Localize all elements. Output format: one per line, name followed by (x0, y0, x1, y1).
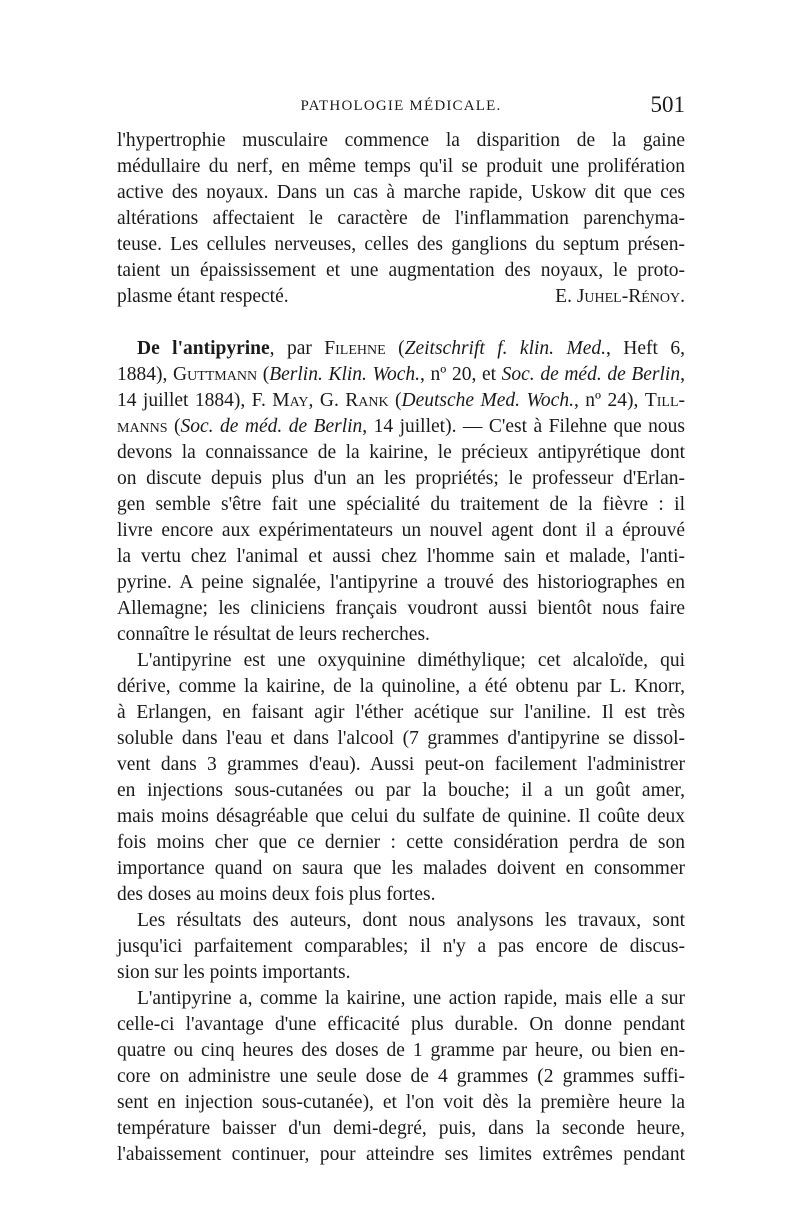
author-name: Rank (345, 390, 389, 411)
author-name: manns (117, 416, 168, 437)
text-line: taient un épaississement et une augmentation des noyaux, le proto- (117, 260, 685, 281)
journal-name: Zeitschrift f. klin. Med. (404, 338, 606, 359)
text-line: quatre ou cinq heures des doses de 1 gramme par heure, ou bien en- (117, 1040, 685, 1061)
text-line: pyrine. A peine signalée, l'antipyrine a trouvé des historiographes en (117, 572, 685, 593)
text-line: à Erlangen, en faisant agir l'éther acétique sur l'aniline. Il est très (117, 702, 685, 723)
text-line: Les résultats des auteurs, dont nous analysons les travaux, sont (137, 910, 685, 931)
author-name: May (272, 390, 309, 411)
author-name: Filehne (324, 338, 386, 359)
journal-name: Soc. de méd. de Berlin (501, 364, 681, 385)
text-line-content: plasme étant respecté. (117, 286, 289, 307)
text-line: sion sur les points importants. (117, 962, 351, 983)
journal-name: Berlin. Klin. Woch. (269, 364, 421, 385)
text-line: teuse. Les cellules nerveuses, celles des ganglions du septum présen- (117, 234, 685, 255)
text-line: en injections sous-cutanées ou par la bouche; il a un goût amer, (117, 780, 685, 801)
author-name: Guttmann (173, 364, 258, 385)
text-line: température baisser d'un demi-degré, puis, dans la seconde heure, (117, 1118, 685, 1139)
text-line: altérations affectaient le caractère de l'inflammation parenchyma- (117, 208, 685, 229)
page-number: 501 (650, 92, 685, 117)
text-line: la vertu chez l'animal et aussi chez l'homme sain et malade, l'anti- (117, 546, 685, 567)
text-line: l'hypertrophie musculaire commence la disparition de la gaine (117, 130, 685, 151)
text-line: 14 juillet 1884), F. May, G. Rank (Deutsche Med. Woch., nº 24), Till- (117, 390, 685, 411)
text-line: manns (Soc. de méd. de Berlin, 14 juillet). — C'est à Filehne que nous (117, 416, 685, 437)
text-line: 1884), Guttmann (Berlin. Klin. Woch., nº 20, et Soc. de méd. de Berlin, (117, 364, 685, 385)
text-line: L'antipyrine est une oxyquinine diméthylique; cet alcaloïde, qui (137, 650, 685, 671)
page-header (117, 92, 685, 122)
text-line: dérive, comme la kairine, de la quinoline, a été obtenu par L. Knorr, (117, 676, 685, 697)
text-line: soluble dans l'eau et dans l'alcool (7 grammes d'antipyrine se dissol- (117, 728, 685, 749)
text-line: devons la connaissance de la kairine, le précieux antipyrétique dont (117, 442, 685, 463)
author-signature: E. Juhel-Rénoy. (555, 286, 685, 307)
text-line: active des noyaux. Dans un cas à marche rapide, Uskow dit que ces (117, 182, 685, 203)
text-line: sent en injection sous-cutanée), et l'on voit dès la première heure la (117, 1092, 685, 1113)
text-line: jusqu'ici parfaitement comparables; il n'y a pas encore de discus- (117, 936, 685, 957)
text-line: Allemagne; les cliniciens français voudront aussi bientôt nous faire (117, 598, 685, 619)
text-line: médullaire du nerf, en même temps qu'il se produit une prolifération (117, 156, 685, 177)
text-line: on discute depuis plus d'un an les propriétés; le professeur d'Erlan- (117, 468, 685, 489)
text-line: celle-ci l'avantage d'une efficacité plus durable. On donne pendant (117, 1014, 685, 1035)
text-line: gen semble s'être fait une spécialité du traitement de la fièvre : il (117, 494, 685, 515)
text-line: core on administre une seule dose de 4 grammes (2 grammes suffi- (117, 1066, 685, 1087)
running-title: PATHOLOGIE MÉDICALE. (300, 98, 502, 114)
text-line: livre encore aux expérimentateurs un nouvel agent dont il a éprouvé (117, 520, 685, 541)
text-line: importance quand on saura que les malades doivent en consommer (117, 858, 685, 879)
text-line: mais moins désagréable que celui du sulfate de quinine. Il coûte deux (117, 806, 685, 827)
text-line (117, 284, 685, 310)
text-line: connaître le résultat de leurs recherches. (117, 624, 430, 645)
text-line: l'abaissement continuer, pour atteindre ses limites extrêmes pendant (117, 1144, 685, 1165)
author-name: Till- (644, 390, 685, 411)
article-heading-line: De l'antipyrine, par Filehne (Zeitschrift f. klin. Med., Heft 6, (137, 338, 685, 359)
text-line: vent dans 3 grammes d'eau). Aussi peut-on facilement l'administrer (117, 754, 685, 775)
journal-name: Soc. de méd. de Berlin (180, 416, 363, 437)
text-line: des doses au moins deux fois plus fortes. (117, 884, 436, 905)
text-line: fois moins cher que ce dernier : cette considération perdra de son (117, 832, 685, 853)
journal-name: Deutsche Med. Woch. (401, 390, 574, 411)
text-line: L'antipyrine a, comme la kairine, une action rapide, mais elle a sur (137, 988, 685, 1009)
article-title: De l'antipyrine (137, 338, 270, 359)
